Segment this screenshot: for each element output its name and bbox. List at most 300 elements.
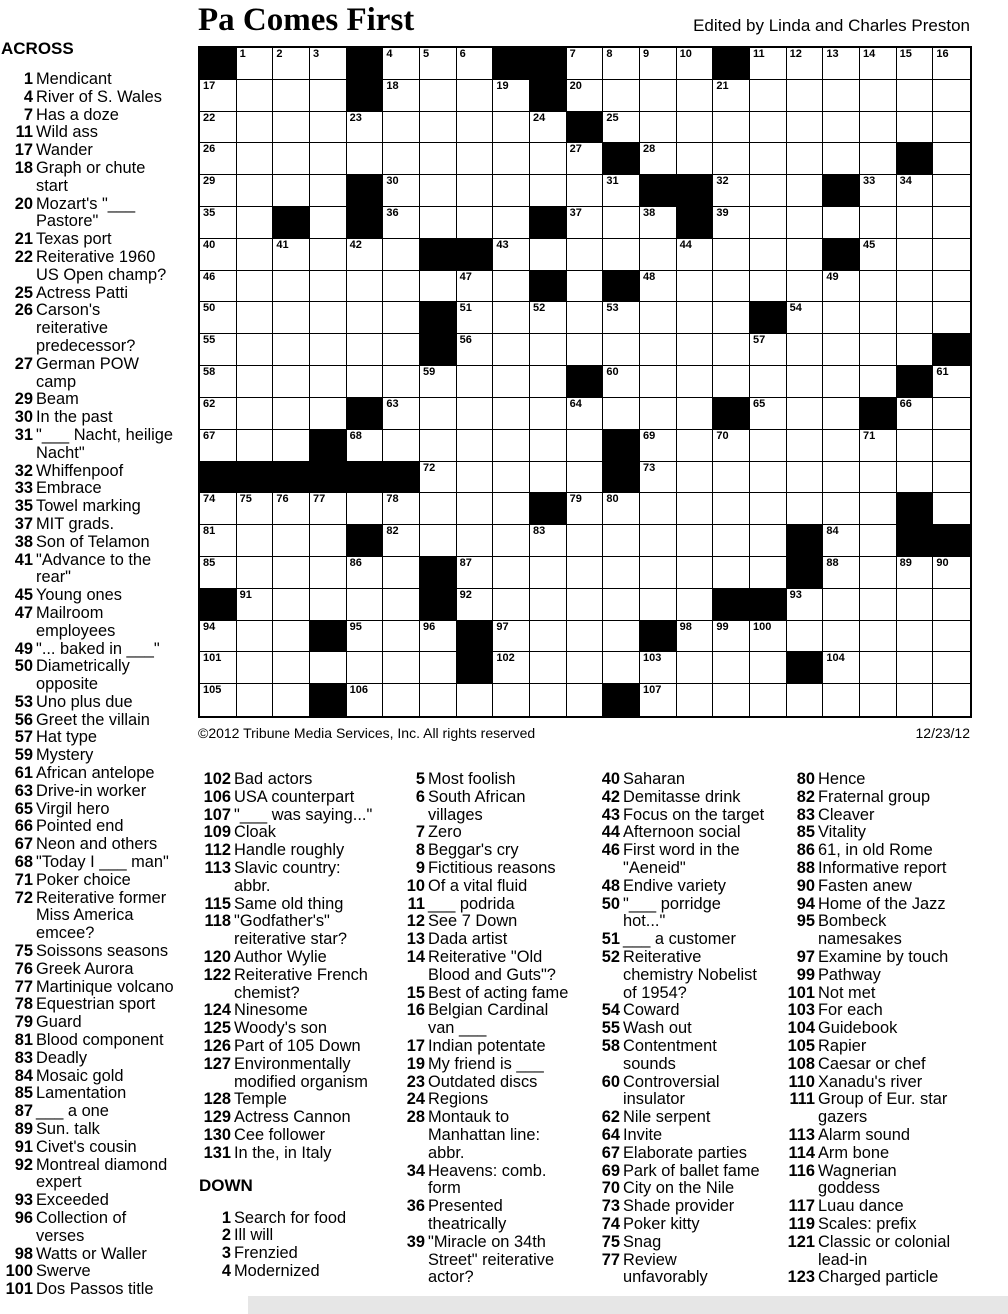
grid-cell[interactable]: [603, 302, 640, 334]
grid-cell[interactable]: [640, 80, 677, 112]
grid-cell[interactable]: [823, 684, 860, 716]
grid-cell[interactable]: [567, 398, 604, 430]
grid-cell[interactable]: [530, 652, 567, 684]
grid-cell[interactable]: [787, 462, 824, 494]
grid-cell[interactable]: [567, 334, 604, 366]
grid-cell[interactable]: [677, 652, 714, 684]
grid-cell[interactable]: [567, 207, 604, 239]
grid-cell[interactable]: [273, 652, 310, 684]
grid-cell[interactable]: [567, 80, 604, 112]
grid-cell[interactable]: [713, 302, 750, 334]
grid-cell[interactable]: [897, 48, 934, 80]
grid-cell[interactable]: [200, 652, 237, 684]
grid-cell[interactable]: [677, 525, 714, 557]
grid-cell[interactable]: [420, 48, 457, 80]
grid-cell[interactable]: [420, 430, 457, 462]
grid-cell[interactable]: [457, 398, 494, 430]
grid-cell[interactable]: [640, 430, 677, 462]
grid-cell[interactable]: [713, 621, 750, 653]
grid-cell[interactable]: [750, 175, 787, 207]
grid-cell[interactable]: [787, 621, 824, 653]
grid-cell[interactable]: [457, 302, 494, 334]
grid-cell[interactable]: [383, 80, 420, 112]
grid-cell[interactable]: [823, 430, 860, 462]
grid-cell[interactable]: [383, 334, 420, 366]
grid-cell[interactable]: [787, 366, 824, 398]
grid-cell[interactable]: [273, 398, 310, 430]
grid-cell[interactable]: [273, 112, 310, 144]
grid-cell[interactable]: [383, 525, 420, 557]
grid-cell[interactable]: [933, 207, 970, 239]
bottom-scroll-bar[interactable]: [248, 1296, 1008, 1314]
grid-cell[interactable]: [713, 207, 750, 239]
grid-cell[interactable]: [823, 80, 860, 112]
grid-cell[interactable]: [310, 525, 347, 557]
grid-cell[interactable]: [383, 239, 420, 271]
grid-cell[interactable]: [493, 302, 530, 334]
grid-cell[interactable]: [933, 621, 970, 653]
grid-cell[interactable]: [383, 175, 420, 207]
grid-cell[interactable]: [200, 207, 237, 239]
grid-cell[interactable]: [713, 557, 750, 589]
grid-cell[interactable]: [347, 334, 384, 366]
grid-cell[interactable]: [677, 80, 714, 112]
grid-cell[interactable]: [713, 462, 750, 494]
grid-cell[interactable]: [237, 430, 274, 462]
grid-cell[interactable]: [933, 366, 970, 398]
grid-cell[interactable]: [860, 493, 897, 525]
grid-cell[interactable]: [237, 207, 274, 239]
grid-cell[interactable]: [420, 112, 457, 144]
grid-cell[interactable]: [750, 80, 787, 112]
grid-cell[interactable]: [310, 143, 347, 175]
grid-cell[interactable]: [860, 462, 897, 494]
grid-cell[interactable]: [640, 366, 677, 398]
grid-cell[interactable]: [750, 621, 787, 653]
grid-cell[interactable]: [493, 652, 530, 684]
grid-cell[interactable]: [897, 207, 934, 239]
grid-cell[interactable]: [897, 271, 934, 303]
grid-cell[interactable]: [420, 143, 457, 175]
grid-cell[interactable]: [273, 430, 310, 462]
grid-cell[interactable]: [493, 366, 530, 398]
grid-cell[interactable]: [457, 430, 494, 462]
grid-cell[interactable]: [273, 143, 310, 175]
grid-cell[interactable]: [420, 207, 457, 239]
grid-cell[interactable]: [713, 366, 750, 398]
grid-cell[interactable]: [200, 366, 237, 398]
grid-cell[interactable]: [933, 589, 970, 621]
grid-cell[interactable]: [530, 430, 567, 462]
grid-cell[interactable]: [200, 684, 237, 716]
grid-cell[interactable]: [787, 271, 824, 303]
grid-cell[interactable]: [787, 80, 824, 112]
grid-cell[interactable]: [823, 207, 860, 239]
grid-cell[interactable]: [383, 430, 420, 462]
grid-cell[interactable]: [640, 684, 677, 716]
grid-cell[interactable]: [383, 143, 420, 175]
grid-cell[interactable]: [493, 271, 530, 303]
grid-cell[interactable]: [603, 48, 640, 80]
grid-cell[interactable]: [897, 112, 934, 144]
grid-cell[interactable]: [493, 112, 530, 144]
grid-cell[interactable]: [347, 302, 384, 334]
grid-cell[interactable]: [567, 175, 604, 207]
grid-cell[interactable]: [860, 239, 897, 271]
grid-cell[interactable]: [860, 557, 897, 589]
grid-cell[interactable]: [493, 621, 530, 653]
grid-cell[interactable]: [567, 302, 604, 334]
grid-cell[interactable]: [310, 366, 347, 398]
grid-cell[interactable]: [823, 302, 860, 334]
grid-cell[interactable]: [860, 271, 897, 303]
grid-cell[interactable]: [897, 557, 934, 589]
grid-cell[interactable]: [493, 493, 530, 525]
grid-cell[interactable]: [677, 589, 714, 621]
grid-cell[interactable]: [237, 557, 274, 589]
grid-cell[interactable]: [603, 589, 640, 621]
grid-cell[interactable]: [493, 525, 530, 557]
grid-cell[interactable]: [237, 493, 274, 525]
grid-cell[interactable]: [860, 366, 897, 398]
grid-cell[interactable]: [383, 398, 420, 430]
grid-cell[interactable]: [897, 302, 934, 334]
grid-cell[interactable]: [897, 652, 934, 684]
grid-cell[interactable]: [457, 143, 494, 175]
grid-cell[interactable]: [860, 334, 897, 366]
grid-cell[interactable]: [640, 207, 677, 239]
grid-cell[interactable]: [787, 684, 824, 716]
grid-cell[interactable]: [383, 48, 420, 80]
grid-cell[interactable]: [860, 207, 897, 239]
grid-cell[interactable]: [420, 684, 457, 716]
grid-cell[interactable]: [677, 143, 714, 175]
grid-cell[interactable]: [347, 430, 384, 462]
grid-cell[interactable]: [713, 525, 750, 557]
grid-cell[interactable]: [713, 175, 750, 207]
grid-cell[interactable]: [420, 462, 457, 494]
grid-cell[interactable]: [420, 80, 457, 112]
grid-cell[interactable]: [493, 398, 530, 430]
grid-cell[interactable]: [713, 684, 750, 716]
grid-cell[interactable]: [750, 143, 787, 175]
grid-cell[interactable]: [237, 621, 274, 653]
grid-cell[interactable]: [897, 239, 934, 271]
grid-cell[interactable]: [530, 684, 567, 716]
grid-cell[interactable]: [933, 684, 970, 716]
grid-cell[interactable]: [530, 302, 567, 334]
grid-cell[interactable]: [310, 271, 347, 303]
grid-cell[interactable]: [530, 366, 567, 398]
grid-cell[interactable]: [530, 143, 567, 175]
grid-cell[interactable]: [897, 175, 934, 207]
grid-cell[interactable]: [457, 80, 494, 112]
grid-cell[interactable]: [237, 589, 274, 621]
grid-cell[interactable]: [860, 621, 897, 653]
grid-cell[interactable]: [383, 207, 420, 239]
grid-cell[interactable]: [933, 48, 970, 80]
grid-cell[interactable]: [237, 334, 274, 366]
grid-cell[interactable]: [567, 143, 604, 175]
grid-cell[interactable]: [200, 143, 237, 175]
grid-cell[interactable]: [603, 112, 640, 144]
grid-cell[interactable]: [677, 557, 714, 589]
grid-cell[interactable]: [273, 684, 310, 716]
grid-cell[interactable]: [383, 589, 420, 621]
grid-cell[interactable]: [897, 430, 934, 462]
grid-cell[interactable]: [567, 239, 604, 271]
grid-cell[interactable]: [273, 48, 310, 80]
grid-cell[interactable]: [603, 207, 640, 239]
grid-cell[interactable]: [200, 398, 237, 430]
grid-cell[interactable]: [823, 143, 860, 175]
grid-cell[interactable]: [713, 652, 750, 684]
grid-cell[interactable]: [237, 398, 274, 430]
grid-cell[interactable]: [713, 493, 750, 525]
grid-cell[interactable]: [383, 271, 420, 303]
grid-cell[interactable]: [713, 271, 750, 303]
grid-cell[interactable]: [310, 112, 347, 144]
grid-cell[interactable]: [347, 493, 384, 525]
grid-cell[interactable]: [897, 589, 934, 621]
grid-cell[interactable]: [383, 684, 420, 716]
grid-cell[interactable]: [200, 302, 237, 334]
grid-cell[interactable]: [787, 239, 824, 271]
grid-cell[interactable]: [310, 557, 347, 589]
grid-cell[interactable]: [603, 398, 640, 430]
grid-cell[interactable]: [713, 430, 750, 462]
grid-cell[interactable]: [677, 621, 714, 653]
grid-cell[interactable]: [933, 112, 970, 144]
grid-cell[interactable]: [493, 684, 530, 716]
grid-cell[interactable]: [933, 239, 970, 271]
grid-cell[interactable]: [310, 589, 347, 621]
grid-cell[interactable]: [530, 334, 567, 366]
grid-cell[interactable]: [273, 239, 310, 271]
grid-cell[interactable]: [457, 493, 494, 525]
grid-cell[interactable]: [420, 621, 457, 653]
grid-cell[interactable]: [750, 557, 787, 589]
grid-cell[interactable]: [640, 525, 677, 557]
grid-cell[interactable]: [750, 398, 787, 430]
grid-cell[interactable]: [933, 271, 970, 303]
grid-cell[interactable]: [823, 493, 860, 525]
grid-cell[interactable]: [567, 48, 604, 80]
grid-cell[interactable]: [457, 112, 494, 144]
grid-cell[interactable]: [200, 80, 237, 112]
grid-cell[interactable]: [787, 48, 824, 80]
grid-cell[interactable]: [933, 143, 970, 175]
grid-cell[interactable]: [347, 652, 384, 684]
grid-cell[interactable]: [603, 525, 640, 557]
grid-cell[interactable]: [897, 621, 934, 653]
grid-cell[interactable]: [347, 366, 384, 398]
grid-cell[interactable]: [787, 143, 824, 175]
grid-cell[interactable]: [567, 621, 604, 653]
grid-cell[interactable]: [677, 271, 714, 303]
grid-cell[interactable]: [640, 271, 677, 303]
grid-cell[interactable]: [640, 143, 677, 175]
grid-cell[interactable]: [603, 366, 640, 398]
grid-cell[interactable]: [787, 175, 824, 207]
grid-cell[interactable]: [200, 525, 237, 557]
grid-cell[interactable]: [640, 112, 677, 144]
grid-cell[interactable]: [457, 207, 494, 239]
grid-cell[interactable]: [530, 398, 567, 430]
grid-cell[interactable]: [457, 557, 494, 589]
grid-cell[interactable]: [200, 175, 237, 207]
grid-cell[interactable]: [493, 430, 530, 462]
grid-cell[interactable]: [383, 112, 420, 144]
grid-cell[interactable]: [457, 175, 494, 207]
grid-cell[interactable]: [823, 557, 860, 589]
grid-cell[interactable]: [273, 334, 310, 366]
grid-cell[interactable]: [237, 112, 274, 144]
grid-cell[interactable]: [750, 112, 787, 144]
grid-cell[interactable]: [933, 493, 970, 525]
grid-cell[interactable]: [897, 80, 934, 112]
grid-cell[interactable]: [787, 430, 824, 462]
grid-cell[interactable]: [640, 557, 677, 589]
grid-cell[interactable]: [713, 112, 750, 144]
grid-cell[interactable]: [420, 493, 457, 525]
grid-cell[interactable]: [677, 302, 714, 334]
grid-cell[interactable]: [860, 80, 897, 112]
grid-cell[interactable]: [200, 430, 237, 462]
grid-cell[interactable]: [273, 621, 310, 653]
grid-cell[interactable]: [750, 271, 787, 303]
grid-cell[interactable]: [237, 143, 274, 175]
grid-cell[interactable]: [603, 621, 640, 653]
grid-cell[interactable]: [347, 684, 384, 716]
grid-cell[interactable]: [383, 652, 420, 684]
grid-cell[interactable]: [420, 175, 457, 207]
grid-cell[interactable]: [603, 557, 640, 589]
grid-cell[interactable]: [677, 398, 714, 430]
grid-cell[interactable]: [237, 239, 274, 271]
grid-cell[interactable]: [823, 621, 860, 653]
grid-cell[interactable]: [860, 525, 897, 557]
grid-cell[interactable]: [860, 48, 897, 80]
grid-cell[interactable]: [383, 621, 420, 653]
grid-cell[interactable]: [640, 334, 677, 366]
grid-cell[interactable]: [860, 589, 897, 621]
grid-cell[interactable]: [787, 302, 824, 334]
grid-cell[interactable]: [677, 366, 714, 398]
grid-cell[interactable]: [200, 112, 237, 144]
grid-cell[interactable]: [347, 239, 384, 271]
grid-cell[interactable]: [237, 302, 274, 334]
grid-cell[interactable]: [787, 493, 824, 525]
grid-cell[interactable]: [273, 589, 310, 621]
grid-cell[interactable]: [420, 398, 457, 430]
grid-cell[interactable]: [750, 366, 787, 398]
grid-cell[interactable]: [457, 462, 494, 494]
grid-cell[interactable]: [603, 334, 640, 366]
grid-cell[interactable]: [750, 462, 787, 494]
grid-cell[interactable]: [677, 493, 714, 525]
grid-cell[interactable]: [933, 175, 970, 207]
grid-cell[interactable]: [677, 239, 714, 271]
grid-cell[interactable]: [567, 557, 604, 589]
grid-cell[interactable]: [787, 334, 824, 366]
grid-cell[interactable]: [603, 493, 640, 525]
grid-cell[interactable]: [933, 80, 970, 112]
grid-cell[interactable]: [823, 462, 860, 494]
grid-cell[interactable]: [493, 207, 530, 239]
grid-cell[interactable]: [860, 143, 897, 175]
grid-cell[interactable]: [530, 557, 567, 589]
grid-cell[interactable]: [457, 589, 494, 621]
grid-cell[interactable]: [860, 430, 897, 462]
grid-cell[interactable]: [677, 112, 714, 144]
grid-cell[interactable]: [347, 112, 384, 144]
grid-cell[interactable]: [897, 684, 934, 716]
grid-cell[interactable]: [640, 48, 677, 80]
grid-cell[interactable]: [273, 525, 310, 557]
grid-cell[interactable]: [823, 589, 860, 621]
grid-cell[interactable]: [860, 652, 897, 684]
grid-cell[interactable]: [383, 557, 420, 589]
grid-cell[interactable]: [567, 652, 604, 684]
grid-cell[interactable]: [567, 589, 604, 621]
grid-cell[interactable]: [347, 557, 384, 589]
grid-cell[interactable]: [933, 462, 970, 494]
grid-cell[interactable]: [530, 589, 567, 621]
grid-cell[interactable]: [200, 334, 237, 366]
grid-cell[interactable]: [237, 48, 274, 80]
grid-cell[interactable]: [933, 652, 970, 684]
grid-cell[interactable]: [787, 398, 824, 430]
grid-cell[interactable]: [237, 271, 274, 303]
grid-cell[interactable]: [347, 589, 384, 621]
grid-cell[interactable]: [457, 684, 494, 716]
grid-cell[interactable]: [860, 175, 897, 207]
grid-cell[interactable]: [237, 684, 274, 716]
grid-cell[interactable]: [677, 430, 714, 462]
grid-cell[interactable]: [237, 366, 274, 398]
grid-cell[interactable]: [493, 334, 530, 366]
grid-cell[interactable]: [750, 525, 787, 557]
grid-cell[interactable]: [493, 239, 530, 271]
grid-cell[interactable]: [237, 652, 274, 684]
grid-cell[interactable]: [677, 48, 714, 80]
grid-cell[interactable]: [677, 334, 714, 366]
grid-cell[interactable]: [860, 112, 897, 144]
grid-cell[interactable]: [273, 493, 310, 525]
grid-cell[interactable]: [823, 48, 860, 80]
grid-cell[interactable]: [713, 239, 750, 271]
grid-cell[interactable]: [603, 652, 640, 684]
grid-cell[interactable]: [787, 207, 824, 239]
grid-cell[interactable]: [273, 366, 310, 398]
grid-cell[interactable]: [530, 175, 567, 207]
grid-cell[interactable]: [933, 430, 970, 462]
grid-cell[interactable]: [713, 80, 750, 112]
grid-cell[interactable]: [640, 652, 677, 684]
grid-cell[interactable]: [493, 80, 530, 112]
grid-cell[interactable]: [640, 398, 677, 430]
grid-cell[interactable]: [750, 652, 787, 684]
grid-cell[interactable]: [823, 652, 860, 684]
grid-cell[interactable]: [640, 302, 677, 334]
grid-cell[interactable]: [200, 271, 237, 303]
grid-cell[interactable]: [787, 589, 824, 621]
grid-cell[interactable]: [603, 80, 640, 112]
grid-cell[interactable]: [897, 334, 934, 366]
grid-cell[interactable]: [457, 271, 494, 303]
grid-cell[interactable]: [750, 684, 787, 716]
